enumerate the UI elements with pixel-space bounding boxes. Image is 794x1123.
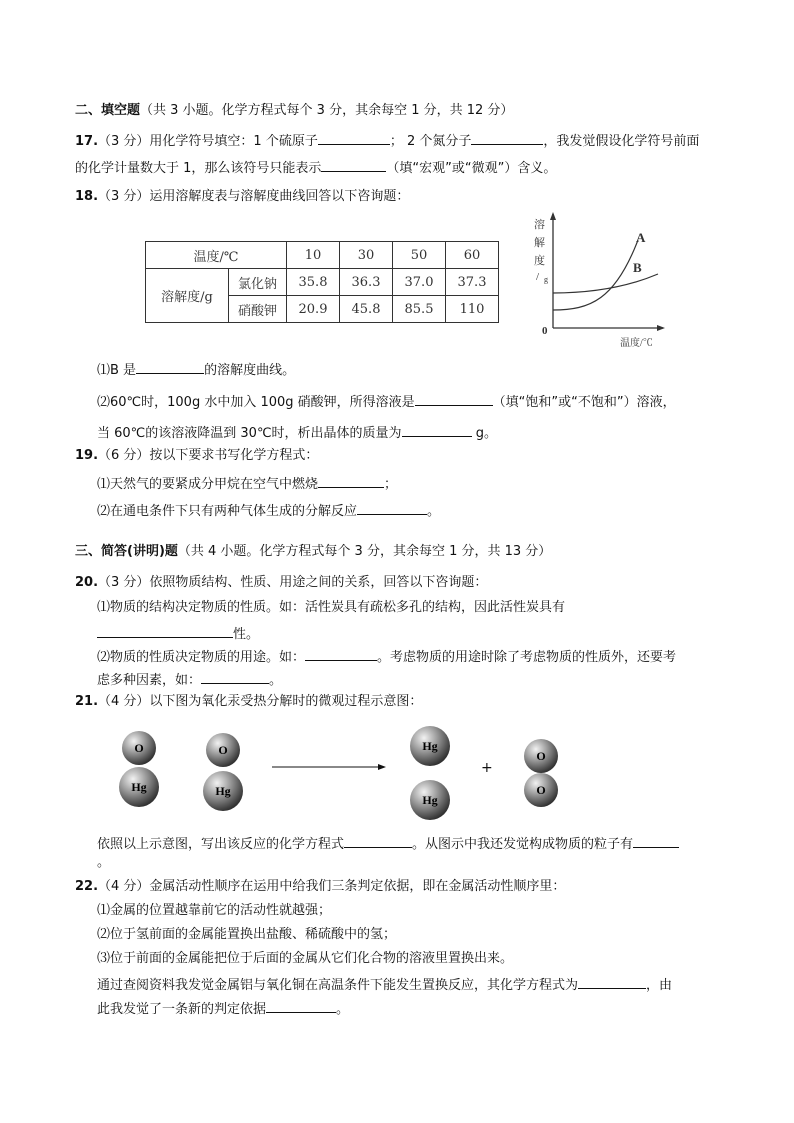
text-segment: ⑴B 是 (97, 363, 137, 378)
text-segment: 。 (427, 504, 441, 519)
text-segment: 性。 (233, 627, 260, 642)
table-cell: 20.9 (287, 296, 340, 323)
y-label: 溶 (534, 219, 545, 231)
text-segment: 17. (75, 134, 99, 149)
text-line (97, 834, 679, 853)
text-segment: ； 2 个氮分子 (389, 134, 472, 149)
text-segment: （共 3 小题。化学方程式每个 3 分，其余每空 1 分，共 12 分） (140, 103, 514, 118)
text-segment: 二、填空题 (75, 103, 141, 118)
text-segment: ⑶位于前面的金属能把位于后面的金属从它们化合物的溶液里置换出来。 (97, 951, 514, 966)
text-segment: ⑵物质的性质决定物质的用途。如： (97, 650, 306, 665)
answer-blank[interactable] (321, 158, 386, 172)
text-line (75, 575, 487, 591)
text-segment: （共 4 小题。化学方程式每个 3 分，其余每空 1 分，共 13 分） (177, 544, 552, 559)
text-segment: 的溶解度曲线。 (204, 363, 296, 378)
text-segment: ； (384, 477, 398, 492)
y-label: g (544, 275, 548, 284)
oxygen-atom: O (524, 773, 558, 807)
text-line (97, 975, 672, 994)
text-segment: ，由 (646, 978, 673, 993)
mercury-atom: Hg (410, 780, 450, 820)
text-segment: 19. (75, 448, 99, 463)
table-cell: 36.3 (340, 269, 393, 296)
text-segment: 。从图示中我还发觉构成物质的粒子有 (412, 837, 634, 852)
answer-blank[interactable] (402, 423, 472, 437)
text-segment: （4 分）金属活动性顺序在运用中给我们三条判定依据，即在金属活动性顺序里： (98, 879, 566, 894)
text-segment: （填“饱和”或“不饱和”）溶液， (492, 395, 676, 410)
text-segment: 。考虑物质的用途时除了考虑物质的性质外，还要考 (377, 650, 677, 665)
text-line (75, 879, 565, 895)
text-segment: ⑴物质的结构决定物质的性质。如：活性炭具有疏松多孔的结构，因此活性炭具有 (97, 600, 566, 615)
text-line (97, 600, 565, 616)
text-segment: 通过查阅资料我发觉金属铝与氧化铜在高温条件下能发生置换反应，其化学方程式为 (97, 978, 579, 993)
text-segment: 此我发觉了一条新的判定依据 (97, 1002, 267, 1017)
mercury-atom: Hg (410, 726, 450, 766)
text-segment: 。 (97, 855, 111, 870)
table-header: 10 (287, 242, 340, 269)
curve-b (553, 274, 658, 293)
text-line (75, 544, 551, 560)
table-header: 50 (393, 242, 446, 269)
table-header: 30 (340, 242, 393, 269)
text-line (97, 855, 110, 871)
oxygen-atom: O (524, 739, 558, 773)
text-segment: （6 分）按以下要求书写化学方程式： (98, 448, 319, 463)
table-cell: 85.5 (393, 296, 446, 323)
text-line (97, 360, 295, 379)
text-segment: 的化学计量数大于 1，那么该符号只能表示 (75, 161, 322, 176)
answer-blank[interactable] (165, 624, 233, 638)
oxygen-atom: O (206, 733, 240, 767)
origin-label: 0 (542, 325, 548, 337)
y-label: / (536, 271, 540, 283)
y-label: 解 (534, 237, 545, 249)
text-segment: 。 (269, 673, 283, 688)
answer-blank[interactable] (318, 474, 384, 488)
text-line (75, 189, 409, 205)
answer-blank[interactable] (578, 975, 646, 989)
text-segment: 21. (75, 694, 99, 709)
text-segment: ⑴金属的位置越靠前它的活动性就越强； (97, 903, 332, 918)
text-segment: （4 分）以下图为氧化汞受热分解时的微观过程示意图： (98, 694, 423, 709)
answer-blank[interactable] (633, 834, 679, 848)
text-line (75, 158, 556, 177)
text-line (97, 392, 676, 411)
text-segment: 。 (336, 1002, 350, 1017)
table-cell: 45.8 (340, 296, 393, 323)
text-segment: ，我发觉假设化学符号前面 (543, 134, 700, 149)
table-header-temp: 温度/℃ (146, 242, 287, 269)
text-segment: 三、简答(讲明)题 (75, 544, 178, 559)
text-segment: 18. (75, 189, 99, 204)
table-cell: 35.8 (287, 269, 340, 296)
solubility-table (145, 241, 499, 323)
text-line (97, 927, 396, 943)
oxygen-atom: O (122, 731, 156, 765)
text-segment: 虑多种因素，如： (97, 673, 202, 688)
answer-blank[interactable] (357, 501, 427, 515)
text-line (75, 103, 513, 119)
curve-a-label: A (636, 230, 646, 245)
answer-blank[interactable] (318, 131, 390, 145)
text-line (97, 647, 676, 666)
text-segment: （3 分）依照物质结构、性质、用途之间的关系，回答以下咨询题： (98, 575, 488, 590)
text-line (97, 670, 282, 689)
curve-a (553, 240, 638, 310)
table-cell: 37.3 (446, 269, 499, 296)
mercury-atom: Hg (203, 771, 243, 811)
table-cell: 110 (446, 296, 499, 323)
text-line (97, 624, 259, 643)
answer-blank[interactable] (97, 624, 165, 638)
text-segment: （填“宏观”或“微观”）含义。 (386, 161, 557, 176)
text-segment: （3 分）运用溶解度表与溶解度曲线回答以下咨询题： (98, 189, 410, 204)
text-line (97, 951, 513, 967)
text-line (97, 474, 397, 493)
curve-b-label: B (633, 260, 642, 275)
text-line (97, 501, 440, 520)
arrow-icon (270, 761, 388, 773)
answer-blank[interactable] (471, 131, 543, 145)
answer-blank[interactable] (344, 834, 412, 848)
text-segment: 当 60℃的该溶液降温到 30℃时，析出晶体的质量为 (97, 426, 402, 441)
text-line (97, 903, 331, 919)
text-segment: 20. (75, 575, 99, 590)
table-cell: 37.0 (393, 269, 446, 296)
table-header: 60 (446, 242, 499, 269)
answer-blank[interactable] (415, 392, 493, 406)
answer-blank[interactable] (305, 647, 377, 661)
answer-blank[interactable] (201, 670, 269, 684)
row-name: 氯化钠 (229, 269, 287, 296)
text-segment: （3 分）用化学符号填空：1 个硫原子 (98, 134, 318, 149)
y-label: 度 (534, 255, 545, 267)
text-line (97, 423, 497, 442)
text-line (75, 131, 699, 150)
text-line (75, 448, 318, 464)
mercury-atom: Hg (119, 767, 159, 807)
x-label: 温度/℃ (620, 338, 653, 349)
text-segment: ⑵60℃时，100g 水中加入 100g 硝酸钾，所得溶液是 (97, 395, 415, 410)
text-line (75, 694, 422, 710)
text-segment: g。 (471, 426, 497, 441)
plus-sign: + (481, 760, 493, 776)
row-name: 硝酸钾 (229, 296, 287, 323)
text-line (97, 999, 349, 1018)
answer-blank[interactable] (266, 999, 336, 1013)
row-label: 溶解度/g (146, 269, 229, 323)
text-segment: ⑵在通电条件下只有两种气体生成的分解反应 (97, 504, 358, 519)
text-segment: ⑵位于氢前面的金属能置换出盐酸、稀硫酸中的氢； (97, 927, 397, 942)
answer-blank[interactable] (136, 360, 204, 374)
text-segment: ⑴天然气的要紧成分甲烷在空气中燃烧 (97, 477, 319, 492)
solubility-curve-graph (520, 210, 680, 350)
text-segment: 22. (75, 879, 99, 894)
text-segment: 依照以上示意图，写出该反应的化学方程式 (97, 837, 345, 852)
